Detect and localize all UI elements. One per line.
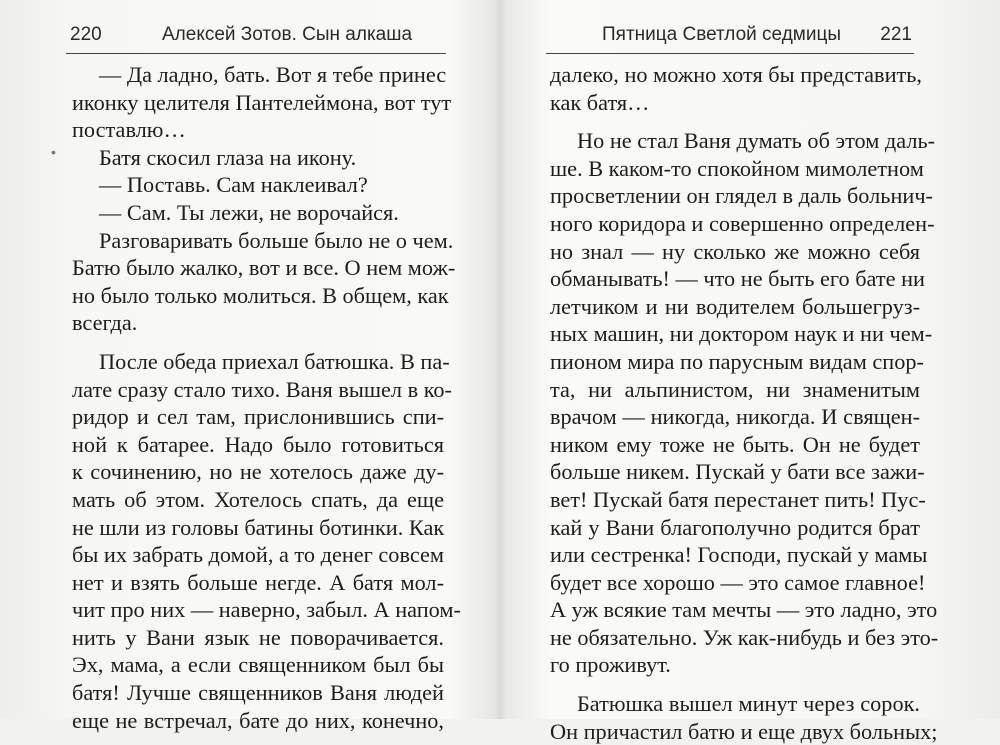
text-line: кай у Вани благополучно родится брат: [550, 514, 920, 540]
text-line: Эх, мама, а если священником был бы: [72, 652, 444, 678]
text-line: врачом — никогда, никогда. И священ-: [550, 404, 920, 430]
right-page-number: 221: [880, 24, 912, 45]
text-line: обманывать! — что не быть его бате ни: [550, 266, 925, 292]
text-line: пионом мира по парусным видам спор-: [550, 348, 924, 374]
text-line: — Поставь. Сам наклеивал?: [99, 172, 368, 198]
text-line: иконку целителя Пантелеймона, вот тут: [72, 89, 452, 115]
text-line: Батю было жалко, вот и все. О нем мож-: [72, 255, 456, 281]
text-line: чит про них — наверно, забыл. А напом-: [72, 597, 461, 623]
text-line: А уж всякие там мечты — это ладно, это: [550, 597, 938, 623]
right-header-rule: [546, 53, 914, 54]
text-line: бы их забрать домой, а то денег совсем: [72, 542, 445, 568]
text-line: просветлении он глядел в даль больнич-: [550, 183, 933, 209]
text-line: Батюшка вышел минут через сорок.: [577, 691, 920, 717]
right-running-head: Пятница Светлой седмицы: [602, 24, 842, 45]
text-line: Разговаривать больше было не о чем.: [99, 227, 454, 253]
text-line: ной к батарее. Надо было готовиться: [72, 431, 444, 457]
right-page: [500, 0, 1000, 744]
text-line: нить у Вани язык не поворачивается.: [72, 624, 444, 650]
paragraph-gap: [550, 679, 920, 690]
text-line: лате сразу стало тихо. Ваня вышел в ко-: [72, 376, 452, 402]
margin-mark: •: [51, 144, 56, 160]
text-line: ше. В каком-то спокойном мимолетном: [550, 155, 924, 181]
text-line: Но не стал Ваня думать об этом даль-: [577, 128, 936, 154]
text-line: — Да ладно, бать. Вот я тебе принес: [99, 62, 447, 87]
text-line: или сестренка! Господи, пускай у мамы: [550, 542, 928, 568]
text-line: как батя…: [550, 89, 650, 115]
left-page-text: [72, 61, 461, 734]
text-line: не шли из головы батины ботинки. Как: [72, 514, 445, 540]
text-line: вет! Пускай батя перестанет пить! Пус-: [550, 486, 926, 512]
text-line: ником ему тоже не быть. Он не будет: [550, 431, 920, 457]
text-line: Батя скосил глаза на икону.: [99, 144, 357, 170]
text-line: будет все хорошо — это самое главное!: [550, 569, 926, 595]
paragraph-gap: [550, 116, 920, 127]
text-line: ного коридора и совершенно определен-: [550, 210, 935, 236]
text-line: После обеда приехал батюшка. В па-: [99, 348, 450, 374]
text-line: нет и взять больше негде. А батя мол-: [72, 569, 444, 595]
right-page-text: [550, 61, 939, 745]
text-line: батя! Лучше священников Ваня людей: [72, 680, 444, 706]
text-line: мать об этом. Хотелось спать, да еще: [72, 486, 444, 512]
text-line: летчиком и ни водителем большегруз-: [550, 293, 920, 319]
text-line: го проживут.: [550, 652, 671, 678]
text-line: больше никем. Пускай у бати все зажи-: [550, 459, 925, 485]
text-line: но знал — ну сколько же можно себя: [550, 238, 920, 264]
text-line: всегда.: [72, 310, 138, 336]
text-line: Он причастил батю и еще двух больных;: [550, 718, 938, 744]
text-line: ных машин, ни доктором наук и ни чем-: [550, 321, 933, 347]
left-header-rule: [66, 53, 446, 54]
text-line: к сочинению, но не хотелось даже ду-: [72, 459, 444, 485]
text-line: та, ни альпинистом, ни знаменитым: [550, 376, 920, 402]
text-line: но было только молиться. В общем, как: [72, 282, 449, 308]
left-running-head: Алексей Зотов. Сын алкаша: [162, 24, 413, 45]
text-line: поставлю…: [72, 117, 186, 143]
text-line: далеко, но можно хотя бы представить,: [550, 62, 922, 87]
left-page-number: 220: [70, 24, 102, 45]
text-line: еще не встречал, бате до них, конечно,: [72, 707, 444, 733]
text-line: не обязательно. Уж как-нибудь и без это-: [550, 624, 939, 650]
left-page-header: [60, 24, 448, 52]
left-page: [0, 0, 500, 733]
text-line: ридор и сел там, прислонившись спи-: [72, 404, 444, 430]
paragraph-gap: [72, 337, 444, 348]
right-page-header: [544, 24, 912, 52]
text-line: — Сам. Ты лежи, не ворочайся.: [99, 199, 399, 225]
